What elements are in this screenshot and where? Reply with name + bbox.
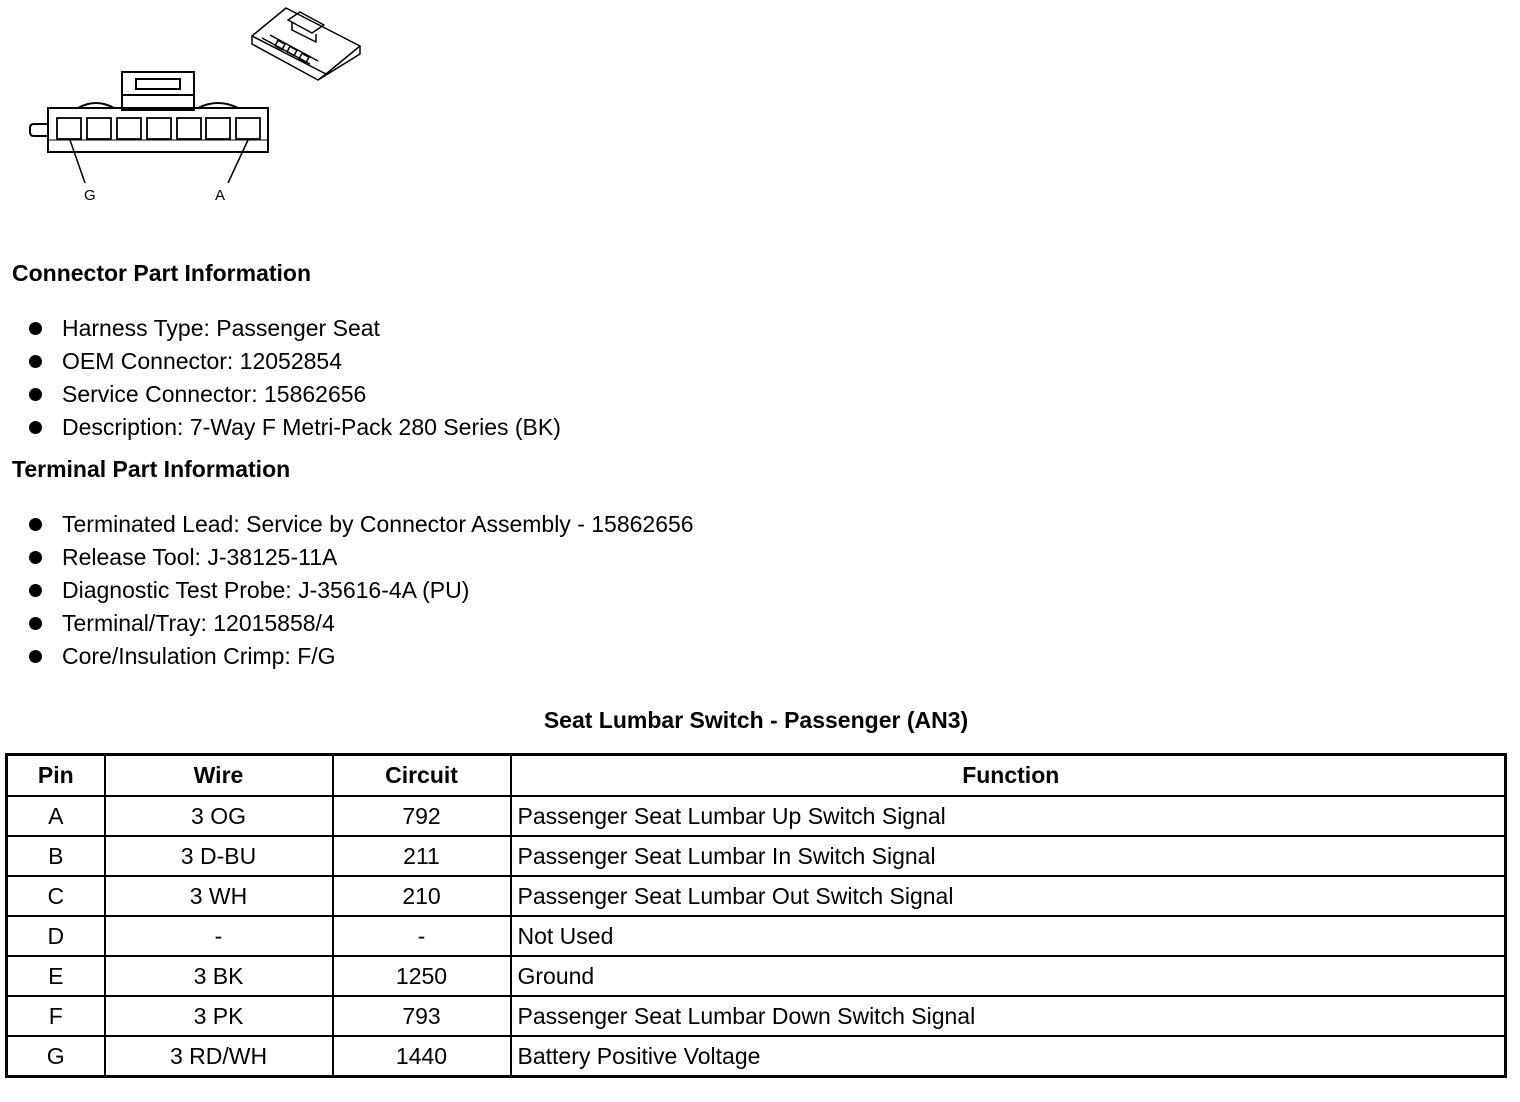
function-cell: Passenger Seat Lumbar Up Switch Signal xyxy=(511,796,1506,836)
list-item: Release Tool: J-38125-11A xyxy=(28,541,694,574)
table-row xyxy=(7,956,1506,996)
pin-cell: F xyxy=(7,996,105,1036)
list-item: Description: 7-Way F Metri-Pack 280 Series (BK) xyxy=(28,411,561,444)
connector-diagram xyxy=(0,0,380,210)
bullet-icon xyxy=(29,355,42,368)
function-cell: Not Used xyxy=(511,916,1506,956)
pin-cell: D xyxy=(7,916,105,956)
circuit-cell: 793 xyxy=(333,996,511,1036)
function-cell: Passenger Seat Lumbar Out Switch Signal xyxy=(511,876,1506,916)
list-item: Harness Type: Passenger Seat xyxy=(28,312,561,345)
column-header-function: Function xyxy=(511,755,1506,797)
wire-cell: 3 D-BU xyxy=(105,836,333,876)
connector-front-view xyxy=(30,72,268,152)
column-header-wire: Wire xyxy=(105,755,333,797)
list-item: Core/Insulation Crimp: F/G xyxy=(28,640,694,673)
table-row xyxy=(7,916,1506,956)
table-row xyxy=(7,996,1506,1036)
bullet-icon xyxy=(29,421,42,434)
pin-table-title: Seat Lumbar Switch - Passenger (AN3) xyxy=(543,707,969,733)
function-cell: Passenger Seat Lumbar Down Switch Signal xyxy=(511,996,1506,1036)
bullet-icon xyxy=(29,388,42,401)
connector-3d-view-icon xyxy=(252,8,360,80)
bullet-icon xyxy=(29,650,42,663)
table-row xyxy=(7,1036,1506,1077)
list-item: Service Connector: 15862656 xyxy=(28,378,561,411)
pin-cell: C xyxy=(7,876,105,916)
pin-cell: E xyxy=(7,956,105,996)
bullet-icon xyxy=(29,617,42,630)
wire-cell: 3 OG xyxy=(105,796,333,836)
connector-part-info-list xyxy=(28,312,561,444)
terminal-part-info-heading: Terminal Part Information xyxy=(12,456,291,482)
pin-leader-lines xyxy=(70,140,248,183)
list-item: OEM Connector: 12052854 xyxy=(28,345,561,378)
function-cell: Ground xyxy=(511,956,1506,996)
wire-cell: 3 PK xyxy=(105,996,333,1036)
column-header-pin: Pin xyxy=(7,755,105,797)
bullet-icon xyxy=(29,518,42,531)
bullet-icon xyxy=(29,551,42,564)
pin-cell: A xyxy=(7,796,105,836)
table-header-row xyxy=(7,755,1506,797)
pin-table xyxy=(5,753,1507,1078)
list-item: Diagnostic Test Probe: J-35616-4A (PU) xyxy=(28,574,694,607)
function-cell: Battery Positive Voltage xyxy=(511,1036,1506,1077)
wire-cell: - xyxy=(105,916,333,956)
pin-a-label: A xyxy=(215,187,226,204)
table-row xyxy=(7,876,1506,916)
circuit-cell: 792 xyxy=(333,796,511,836)
table-row xyxy=(7,796,1506,836)
connector-cavities xyxy=(57,118,260,139)
wire-cell: 3 RD/WH xyxy=(105,1036,333,1077)
table-row xyxy=(7,836,1506,876)
pin-g-label: G xyxy=(84,187,96,204)
wire-cell: 3 BK xyxy=(105,956,333,996)
bullet-icon xyxy=(29,584,42,597)
function-cell: Passenger Seat Lumbar In Switch Signal xyxy=(511,836,1506,876)
wire-cell: 3 WH xyxy=(105,876,333,916)
terminal-part-info-list xyxy=(28,508,694,673)
bullet-icon xyxy=(29,322,42,335)
list-item: Terminal/Tray: 12015858/4 xyxy=(28,607,694,640)
list-item: Terminated Lead: Service by Connector Assembly - 15862656 xyxy=(28,508,694,541)
circuit-cell: 1250 xyxy=(333,956,511,996)
pin-cell: B xyxy=(7,836,105,876)
column-header-circuit: Circuit xyxy=(333,755,511,797)
connector-part-info-heading: Connector Part Information xyxy=(12,260,312,286)
pin-cell: G xyxy=(7,1036,105,1077)
circuit-cell: 211 xyxy=(333,836,511,876)
circuit-cell: 1440 xyxy=(333,1036,511,1077)
circuit-cell: 210 xyxy=(333,876,511,916)
circuit-cell: - xyxy=(333,916,511,956)
